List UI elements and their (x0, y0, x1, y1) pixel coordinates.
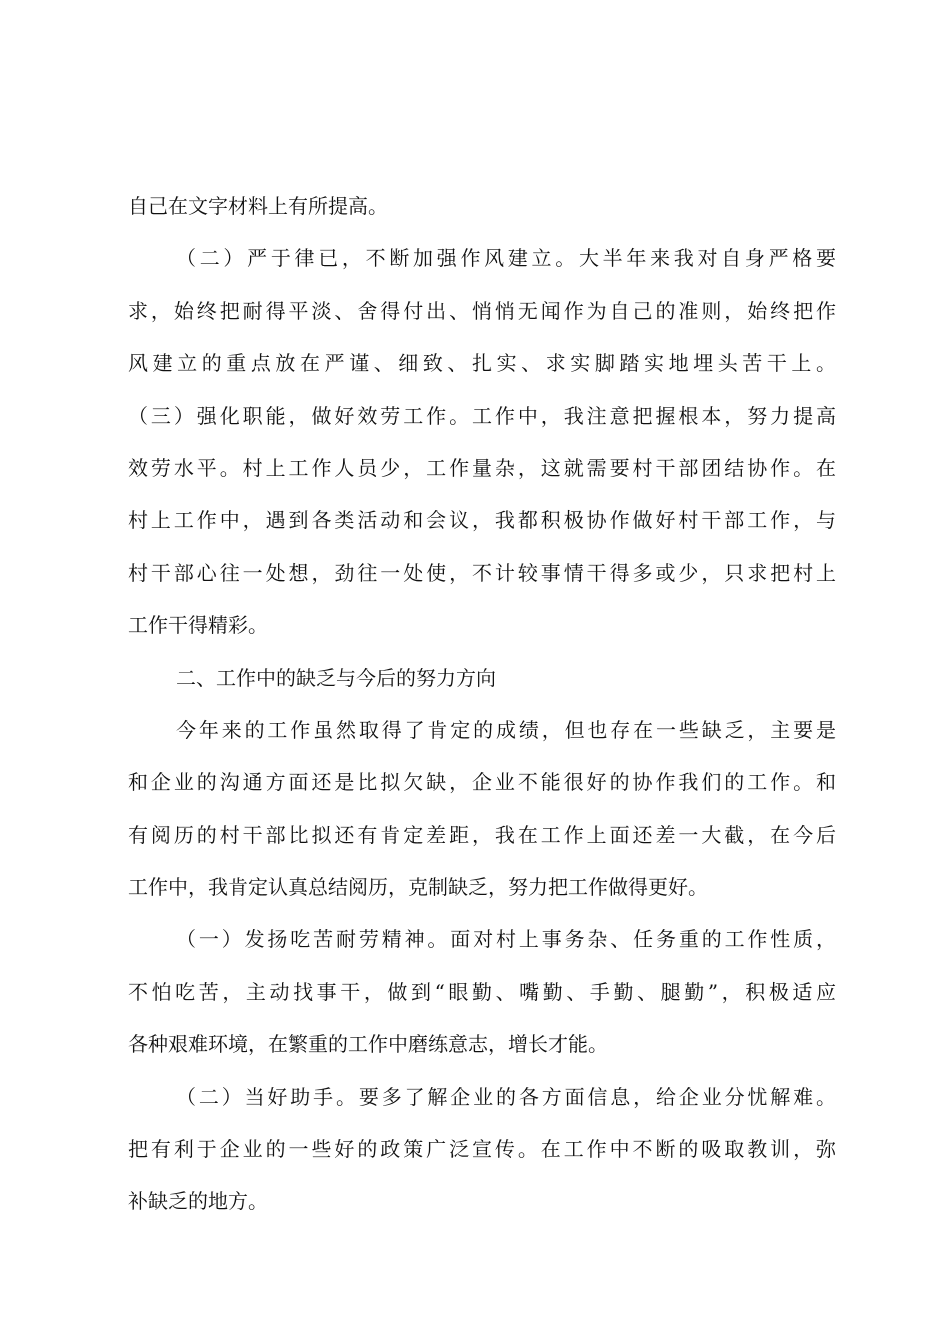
text-line: 各种艰难环境，在繁重的工作中磨练意志，增长才能。 (128, 1032, 608, 1057)
document-body (128, 180, 836, 1228)
text-line: 补缺乏的地方。 (128, 1189, 268, 1214)
text-line: （二）当好助手。要多了解企业的各方面信息，给企业分忧解难。 (176, 1084, 836, 1109)
text-line: （二）严于律已，不断加强作风建立。大半年来我对自身严格要 (176, 246, 836, 271)
text-line: 村上工作中，遇到各类活动和会议，我都积极协作做好村干部工作，与 (128, 508, 836, 533)
text-line: 今年来的工作虽然取得了肯定的成绩，但也存在一些缺乏，主要是 (176, 717, 836, 742)
text-line: 村干部心往一处想，劲往一处使，不计较事情干得多或少，只求把村上 (128, 560, 836, 585)
text-line: 和企业的沟通方面还是比拟欠缺，企业不能很好的协作我们的工作。和 (128, 770, 836, 795)
text-line: 不怕吃苦，主动找事干，做到“眼勤、嘴勤、手勤、腿勤”，积极适应 (128, 979, 836, 1004)
text-line: 把有利于企业的一些好的政策广泛宣传。在工作中不断的吸取教训，弥 (128, 1137, 836, 1162)
text-line: 工作中，我肯定认真总结阅历，克制缺乏，努力把工作做得更好。 (128, 875, 708, 900)
text-line: （三）强化职能，做好效劳工作。工作中，我注意把握根本，努力提高 (128, 403, 836, 428)
section-heading: 二、工作中的缺乏与今后的努力方向 (176, 665, 496, 690)
text-line: 工作干得精彩。 (128, 613, 268, 638)
text-line: 自己在文字材料上有所提高。 (128, 194, 388, 218)
text-line: 有阅历的村干部比拟还有肯定差距，我在工作上面还差一大截，在今后 (128, 822, 836, 847)
text-line: 求，始终把耐得平淡、舍得付出、悄悄无闻作为自己的准则，始终把作 (128, 298, 836, 323)
text-line: 风建立的重点放在严谨、细致、扎实、求实脚踏实地埋头苦干上。 (128, 351, 836, 376)
text-line: 效劳水平。村上工作人员少，工作量杂，这就需要村干部团结协作。在 (128, 455, 836, 480)
text-line: （一）发扬吃苦耐劳精神。面对村上事务杂、任务重的工作性质， (176, 927, 836, 952)
